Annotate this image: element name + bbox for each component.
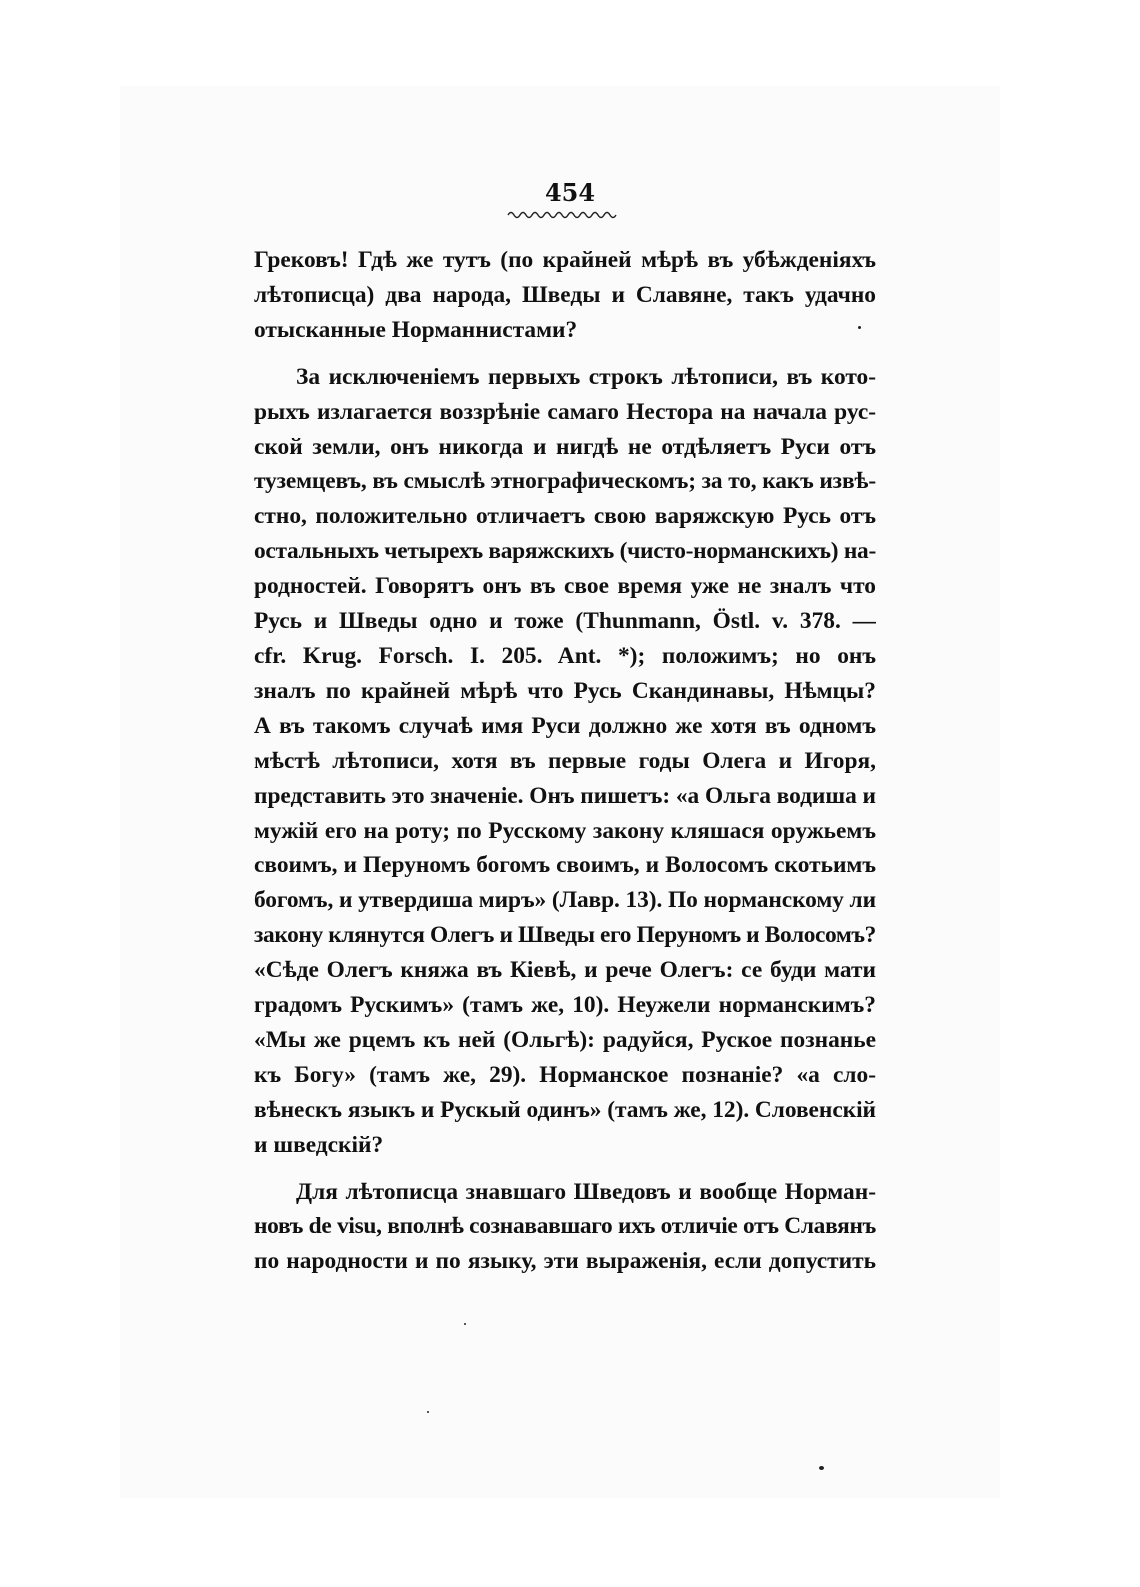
text-line: остальныхъ четырехъ варяжскихъ (чисто-норманскихъ) на-: [254, 538, 876, 565]
text-line: закону клянутся Олегъ и Шведы его Перуномъ и Волосомъ?: [254, 922, 876, 949]
page-number: 454: [544, 178, 596, 207]
scan-speck: [819, 1466, 824, 1470]
text-line: cfr. Krug. Forsch. I. 205. Ant. *); положимъ; но онъ: [254, 642, 876, 669]
text-line: новъ de visu, вполнѣ сознававшаго ихъ отличіе отъ Славянъ: [254, 1213, 876, 1240]
text-line: мужій его на роту; по Русскому закону кляшася оружьемъ: [254, 817, 876, 844]
text-line: отысканные Норманнистами?: [254, 316, 578, 343]
text-line: «Мы же рцемъ къ ней (Ольгѣ): радуйся, Руское познанье: [254, 1026, 876, 1053]
text-line: ской земли, онъ никогда и нигдѣ не отдѣляетъ Руси отъ: [254, 433, 876, 460]
paragraph-1: [254, 243, 876, 348]
text-line: градомъ Рускимъ» (тамъ же, 10). Неужели норманскимъ?: [254, 992, 876, 1019]
text-line: рыхъ излагается воззрѣніе самаго Нестора на начала рус-: [254, 398, 876, 425]
text-line: своимъ, и Перуномъ богомъ своимъ, и Волосомъ скотьимъ: [254, 852, 876, 879]
scan-speck: [858, 326, 861, 329]
text-line: богомъ, и утвердиша миръ» (Лавр. 13). По норманскому ли: [254, 887, 876, 914]
text-line: вѣнескъ языкъ и Рускый одинъ» (тамъ же, 12). Словенскій: [254, 1096, 876, 1123]
text-line: родностей. Говорятъ онъ въ свое время уже не зналъ что: [254, 573, 876, 600]
text-line: Русь и Шведы одно и тоже (Thunmann, Östl. v. 378. —: [254, 608, 876, 635]
paragraph-3: [254, 1175, 876, 1280]
paragraph-2: [254, 360, 876, 1163]
body-text: [254, 243, 876, 1279]
text-line: по народности и по языку, эти выраженія, если допустить: [254, 1248, 876, 1275]
text-line: представить это значеніе. Онъ пишетъ: «а Ольга водиша и: [254, 782, 876, 809]
text-line: и шведскій?: [254, 1131, 384, 1158]
text-line: стно, положительно отличаетъ свою варяжскую Русь отъ: [254, 503, 876, 530]
text-line: зналъ по крайней мѣрѣ что Русь Скандинавы, Нѣмцы?: [254, 677, 876, 704]
text-line: «Сѣде Олегъ княжа въ Кіевѣ, и рече Олегъ: се буди мати: [254, 957, 876, 984]
text-line: За исключеніемъ первыхъ строкъ лѣтописи, въ кото-: [296, 363, 876, 390]
scan-speck: [427, 1411, 429, 1413]
wavy-rule-ornament: [507, 209, 619, 221]
text-line: А въ такомъ случаѣ имя Руси должно же хотя въ одномъ: [254, 712, 876, 739]
text-line: Грековъ! Гдѣ же тутъ (по крайней мѣрѣ въ убѣжденіяхъ: [254, 247, 876, 273]
text-line: Для лѣтописца знавшаго Шведовъ и вообще Норман-: [296, 1178, 876, 1205]
text-line: туземцевъ, въ смыслѣ этнографическомъ; за то, какъ извѣ-: [254, 468, 876, 495]
text-line: мѣстѣ лѣтописи, хотя въ первые годы Олега и Игоря,: [254, 747, 876, 774]
text-line: къ Богу» (тамъ же, 29). Норманское познаніе? «а сло-: [254, 1061, 876, 1088]
text-line: лѣтописца) два народа, Шведы и Славяне, такъ удачно: [254, 281, 876, 308]
scan-speck: [464, 1323, 466, 1325]
